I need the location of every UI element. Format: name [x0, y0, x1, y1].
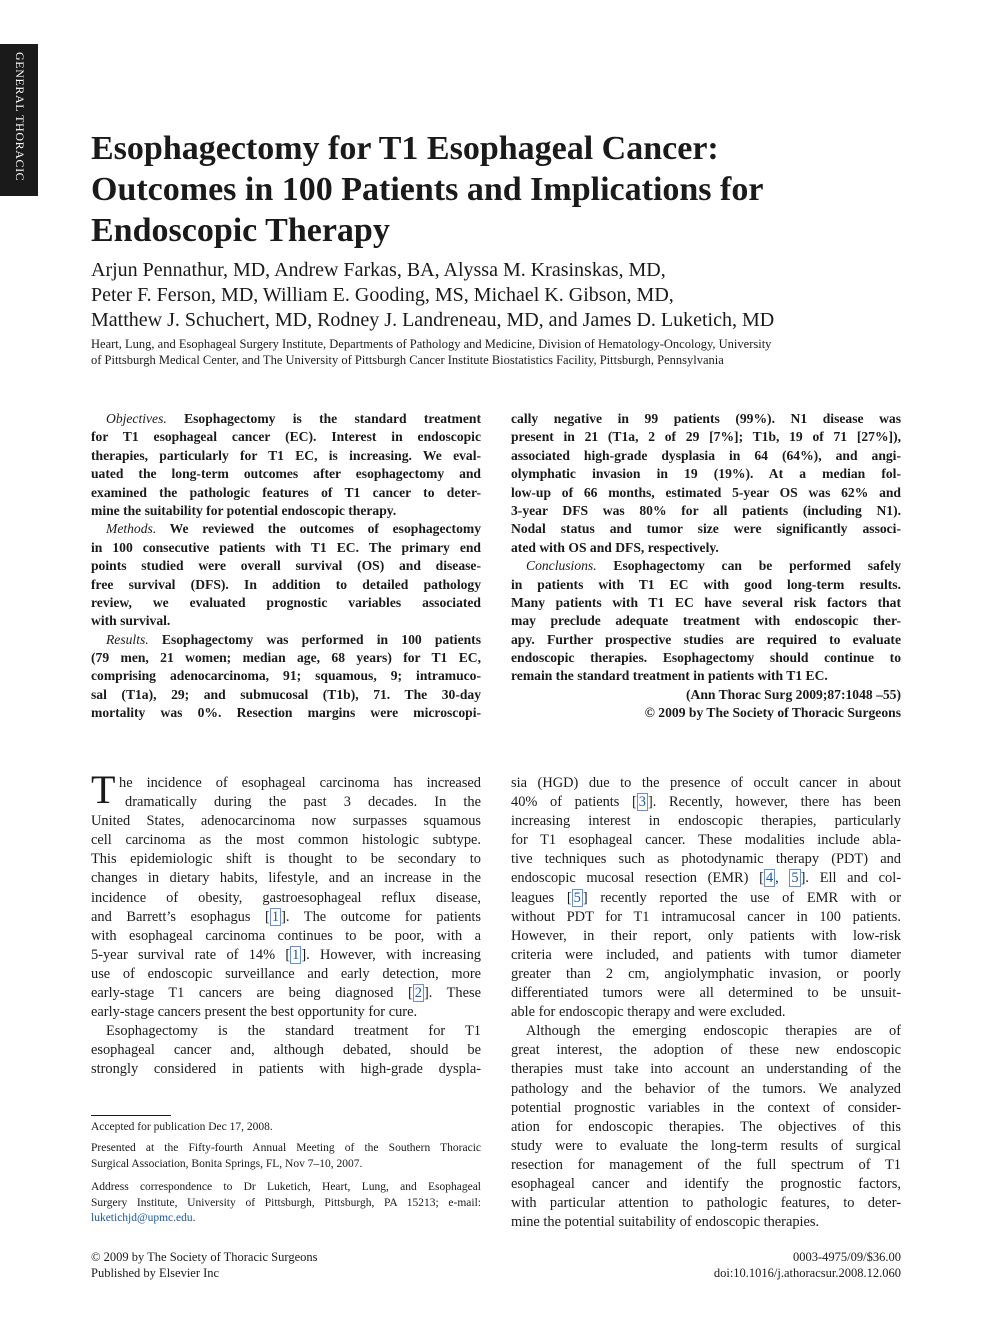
footnote-line: Surgical Association, Bonita Springs, FL, Nov 7–10, 2007. [91, 1157, 363, 1170]
body-line: esophageal cancer and identify the prognostic factors, [511, 1175, 901, 1192]
article-title [91, 128, 911, 251]
body-line: pathology and the behavior of the tumors. We analyzed [511, 1080, 901, 1097]
body-line: ation for endoscopic therapies. The objectives of this [511, 1118, 901, 1135]
reference-link[interactable]: 2 [414, 985, 422, 1002]
body-line: able for endoscopic therapy and were excluded. [511, 1004, 786, 1021]
footnote-line: Presented at the Fifty-fourth Annual Meeting of the Southern Thoracic [91, 1142, 481, 1154]
abstract-line: Conclusions. Esophagectomy can be performed safely [526, 558, 901, 574]
abstract-line: in 100 consecutive patients with T1 EC. The primary end [91, 539, 481, 555]
abstract-line: sal (T1a), 29; and submucosal (T1b), 71. The 30-day [91, 686, 481, 702]
abstract-line: examined the pathologic features of T1 cancer to deter- [91, 484, 481, 500]
abstract-line: may preclude adequate treatment with endoscopic ther- [511, 613, 901, 629]
footnote-line: Address correspondence to Dr Luketich, Heart, Lung, and Esophageal [91, 1181, 481, 1193]
body-line: United States, adenocarcinoma now surpasses squamous [91, 813, 481, 830]
title-line: Outcomes in 100 Patients and Implications for [91, 171, 764, 208]
section-tab-label: GENERAL THORACIC [13, 52, 27, 182]
abstract-line: with survival. [91, 613, 171, 629]
body-line: resection for management of the full spectrum of T1 [511, 1156, 901, 1173]
journal-citation: (Ann Thorac Surg 2009;87:1048 –55) [686, 686, 901, 702]
footer-doi: doi:10.1016/j.athoracsur.2008.12.060 [713, 1265, 901, 1280]
abstract-line: for T1 esophageal cancer (EC). Interest in endoscopic [91, 429, 481, 445]
reference-link[interactable]: 1 [292, 946, 300, 963]
body-line: he incidence of esophageal carcinoma has increased [119, 775, 481, 791]
abstract-line: points studied were overall survival (OS) and disease- [91, 558, 481, 574]
abstract-line: Nodal status and tumor size were significantly associ- [511, 521, 901, 537]
abstract-line: apy. Further prospective studies are required to evaluate [511, 631, 901, 647]
author-list [91, 258, 911, 333]
abstract-line: ated with OS and DFS, respectively. [511, 539, 719, 555]
footnote-accepted: Accepted for publication Dec 17, 2008. [91, 1121, 273, 1133]
body-line: strongly considered in patients with high-grade dyspla- [91, 1061, 481, 1078]
abstract-line: present in 21 (T1a, 2 of 29 [7%]; T1b, 19 of 71 [27%]), [511, 429, 901, 445]
abstract-line: 3-year DFS was 80% for all patients (including N1). [511, 502, 901, 518]
footnote-line: Surgery Institute, University of Pittsburgh, Pittsburgh, PA 15213; e-mail: [91, 1196, 481, 1209]
abstract-line: (79 men, 21 women; median age, 68 years) for T1 EC, [91, 650, 481, 666]
body-line: for T1 esophageal cancer. These modalities include abla- [511, 832, 901, 849]
body-line: with particular attention to pathologic features, to deter- [511, 1195, 901, 1212]
body-line: early-stage T1 cancers are being diagnosed [ 2 ]. These [91, 985, 481, 1002]
email-link[interactable]: luketichjd@upmc.edu [91, 1212, 193, 1224]
conclusions-label: Conclusions. [526, 558, 597, 574]
body-line: use of endoscopic surveillance and early detection, more [91, 965, 481, 982]
body-right-column [511, 774, 901, 1232]
reference-link[interactable]: 5 [573, 889, 581, 906]
body-line: great interest, the adoption of these new endoscopic [511, 1042, 901, 1059]
abstract-line: Objectives. Esophagectomy is the standard treatment [106, 411, 481, 426]
body-line: 40% of patients [ 3 ]. Recently, however, there has been [511, 794, 901, 811]
body-line: increasing interest in endoscopic therapies, particularly [511, 813, 901, 830]
abstract-line: endoscopic therapies. Esophagectomy should continue to [511, 650, 901, 666]
footer-right [601, 1250, 901, 1281]
body-line: incidence of obesity, gastroesophageal reflux disease, [91, 889, 481, 906]
abstract-line: therapies, particularly for T1 EC, is increasing. We eval- [91, 447, 481, 463]
footnote-divider [91, 1115, 171, 1116]
footer-left [91, 1250, 317, 1281]
body-line: dramatically during the past 3 decades. In the [125, 794, 481, 811]
title-line: Esophagectomy for T1 Esophageal Cancer: [91, 130, 719, 167]
reference-link[interactable]: 4 [765, 870, 774, 887]
abstract-line: mortality was 0%. Resection margins were microscopi- [91, 705, 481, 721]
footer-publisher: Published by Elsevier Inc [91, 1265, 220, 1280]
objectives-label: Objectives. [106, 411, 167, 426]
footnote-presented [91, 1141, 481, 1172]
reference-link[interactable]: 1 [271, 908, 280, 925]
body-line: potential prognostic variables in the context of consider- [511, 1099, 901, 1116]
abstract-line: Methods. We reviewed the outcomes of esophagectomy [106, 521, 481, 537]
body-line: early-stage cancers present the best opportunity for cure. [91, 1004, 418, 1021]
abstract-line: olymphatic invasion in 19 (19%). At a median fol- [511, 466, 901, 482]
reference-link[interactable]: 5 [791, 870, 799, 887]
abstract-line: remain the standard treatment in patients with T1 EC. [511, 668, 828, 684]
footer-issn: 0003-4975/09/$36.00 [793, 1250, 901, 1264]
abstract-line: low-up of 66 months, estimated 5-year OS was 62% and [511, 484, 901, 500]
abstract-line: uated the long-term outcomes after esophagectomy and [91, 466, 481, 482]
title-line: Endoscopic Therapy [91, 212, 390, 249]
results-label: Results. [106, 631, 149, 647]
body-line: with esophageal carcinoma continues to be poor, with a [91, 927, 481, 944]
methods-label: Methods. [106, 521, 157, 537]
footer-copyright: © 2009 by The Society of Thoracic Surgeons [91, 1250, 318, 1264]
body-line: cell carcinoma as the most common histologic subtype. [91, 832, 481, 849]
body-line: sia (HGD) due to the presence of occult cancer in about [511, 775, 901, 791]
body-line: leagues [ 5 ] recently reported the use of EMR with or [511, 889, 901, 906]
author-line: Arjun Pennathur, MD, Andrew Farkas, BA, Alyssa M. Krasinskas, MD, [91, 259, 666, 281]
body-left-column [91, 774, 481, 1080]
footnote-address: Address correspondence to Dr Luketich, Heart, Lung, and Esophageal Surgery Institute, University of Pittsburgh, Pittsburgh, PA 15213; e-mail: luketichjd@upmc.edu. [91, 1181, 481, 1224]
abstract-left-column [91, 410, 481, 723]
body-line: Although the emerging endoscopic therapies are of [526, 1023, 901, 1040]
section-tab [0, 44, 38, 196]
abstract-line: review, we evaluated prognostic variables associated [91, 594, 481, 610]
body-line: 5-year survival rate of 14% [ 1 ]. However, with increasing [91, 946, 481, 963]
abstract-right-column [511, 410, 901, 723]
abstract-line: in patients with T1 EC with good long-term results. [511, 576, 901, 592]
author-line: Matthew J. Schuchert, MD, Rodney J. Landreneau, MD, and James D. Luketich, MD [91, 309, 775, 331]
abstract-line: Many patients with T1 EC have several risk factors that [511, 594, 901, 610]
body-line: criteria were included, and patients with tumor diameter [511, 946, 901, 963]
body-line: changes in dietary habits, lifestyle, and an increase in the [91, 870, 481, 887]
body-line: endoscopic mucosal resection (EMR) [ 4 , 5 ]. Ell and col- [511, 870, 901, 887]
affiliation [91, 336, 906, 368]
body-line: and Barrett’s esophagus [ 1 ]. The outcome for patients [91, 908, 481, 925]
abstract-line: mine the suitability for potential endoscopic therapy. [91, 502, 397, 518]
reference-link[interactable]: 3 [638, 794, 646, 811]
body-line: Esophagectomy is the standard treatment for T1 [106, 1023, 481, 1040]
body-line: mine the potential suitability of endoscopic therapies. [511, 1214, 820, 1231]
body-line: esophageal cancer and, although debated, should be [91, 1042, 481, 1059]
body-line: without PDT for T1 intramucosal cancer in 100 patients. [511, 908, 901, 925]
body-line: differentiated tumors were all determined to be unsuit- [511, 985, 901, 1002]
body-line: therapies must take into account an understanding of the [511, 1061, 901, 1078]
body-line: However, in their report, only patients with low-risk [511, 927, 901, 944]
body-line: study were to evaluate the long-term results of surgical [511, 1137, 901, 1154]
drop-cap: T [91, 767, 116, 812]
abstract-line: Results. Esophagectomy was performed in 100 patients [106, 631, 481, 647]
body-line: This epidemiologic shift is thought to be secondary to [91, 851, 481, 868]
abstract-line: associated high-grade dysplasia in 64 (64%), and angi- [511, 447, 901, 463]
abstract-copyright: © 2009 by The Society of Thoracic Surgeons [644, 705, 901, 721]
author-line: Peter F. Ferson, MD, William E. Gooding, MS, Michael K. Gibson, MD, [91, 284, 674, 306]
affiliation-line: Heart, Lung, and Esophageal Surgery Institute, Departments of Pathology and Medicine, Division of Hematology-Oncology, University [91, 337, 772, 351]
abstract-line: cally negative in 99 patients (99%). N1 disease was [511, 411, 901, 426]
body-line: tive techniques such as photodynamic therapy (PDT) and [511, 851, 901, 868]
affiliation-line: of Pittsburgh Medical Center, and The University of Pittsburgh Cancer Institute Biostatistics Facility, Pittsburgh, Pennsylvania [91, 353, 724, 367]
abstract-line: comprising adenocarcinoma, 91; squamous, 9; intramuco- [91, 668, 481, 684]
body-line: greater than 2 cm, angiolymphatic invasion, or poorly [511, 965, 901, 982]
abstract-line: free survival (DFS). In addition to detailed pathology [91, 576, 481, 592]
